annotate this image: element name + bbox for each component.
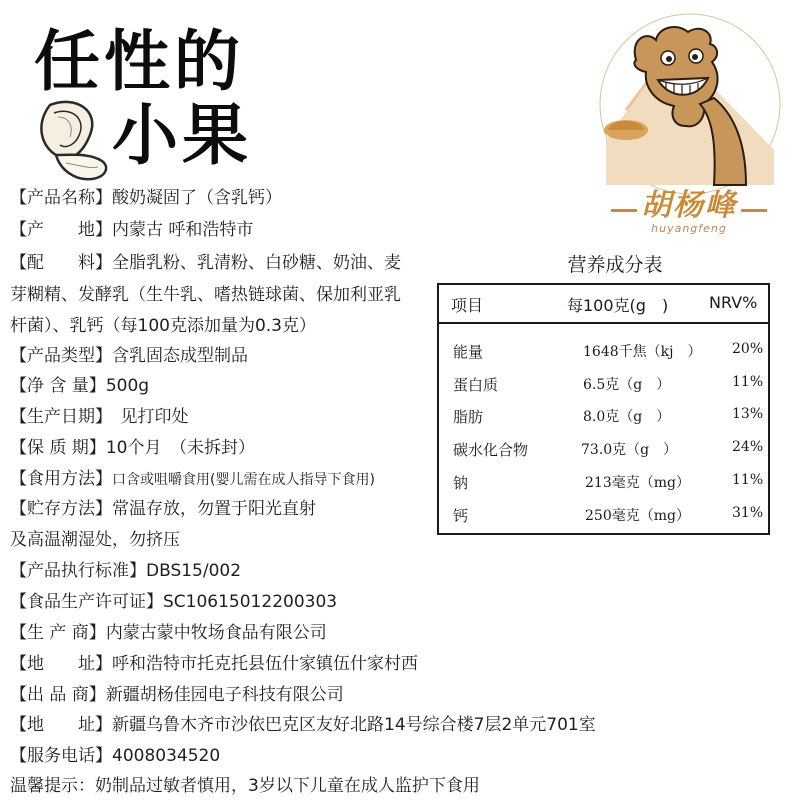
nutrition-row — [439, 372, 768, 396]
info-value: 全脂乳粉、乳清粉、白砂糖、奶油、麦 — [112, 253, 401, 273]
camel-logo-icon — [596, 10, 784, 198]
info-value: 杆菌）、乳钙（每100克添加量为0.3克） — [10, 316, 316, 336]
info-row — [10, 188, 282, 208]
info-value: 芽糊精、发酵乳（生牛乳、嗜热链球菌、保加利亚乳 — [10, 285, 401, 305]
nutrition-item: 蛋白质 — [453, 376, 499, 394]
brand-name-cn: 胡杨峰 — [641, 188, 737, 223]
info-row — [10, 346, 248, 366]
almond-shell-icon — [30, 95, 114, 185]
info-value: 500g — [105, 376, 150, 396]
brand-divider-right — [741, 209, 767, 212]
info-row — [10, 654, 418, 674]
nutrition-nrv: 11% — [732, 374, 764, 390]
nutrition-row — [439, 503, 768, 527]
nutrition-value: 6.5克（g ） — [583, 377, 671, 393]
info-value: 酸奶凝固了（含乳钙） — [112, 188, 282, 208]
info-row — [10, 376, 149, 396]
nutrition-header-nrv: NRV% — [709, 293, 758, 312]
nutrition-value: 1648千焦（kj ） — [583, 344, 702, 360]
info-row — [10, 592, 337, 612]
product-title-line2: 小果 — [112, 97, 252, 174]
nutrition-nrv: 20% — [732, 341, 764, 357]
nutrition-row — [439, 404, 768, 428]
info-label: 【产 地】 — [10, 220, 112, 240]
info-value: 内蒙古蒙中牧场食品有限公司 — [105, 623, 327, 643]
info-row — [10, 715, 596, 735]
nutrition-nrv: 31% — [732, 505, 764, 521]
info-row — [10, 220, 253, 240]
nutrition-title: 营养成分表 — [567, 254, 663, 276]
nutrition-item: 钙 — [453, 507, 469, 525]
info-label: 【产品类型】 — [10, 346, 112, 366]
nutrition-item: 脂肪 — [453, 408, 484, 426]
warning-text: 温馨提示：奶制品过敏者慎用，3岁以下儿童在成人监护下食用 — [10, 776, 480, 796]
info-row — [10, 530, 180, 550]
nutrition-header-row — [439, 285, 768, 324]
info-value: 内蒙古 呼和浩特市 — [112, 220, 254, 240]
info-label: 【保 质 期】 — [10, 438, 106, 458]
nutrition-table — [437, 283, 770, 535]
info-label: 【生产日期】 — [10, 407, 104, 427]
info-value: 口含或咀嚼食用(婴儿需在成人指导下食用) — [112, 472, 375, 488]
info-label: 【地 址】 — [10, 654, 112, 674]
product-title-line1: 任性的 — [34, 23, 244, 100]
warning-note — [10, 776, 480, 796]
nutrition-row — [439, 437, 768, 461]
nutrition-row — [439, 470, 768, 494]
info-value: 10个月 （未拆封） — [105, 438, 255, 458]
nutrition-nrv: 11% — [732, 472, 764, 488]
info-value: 见打印处 — [103, 407, 189, 427]
info-label: 【净 含 量】 — [10, 376, 106, 396]
nutrition-header-per100g: 每100克(g ) — [567, 296, 669, 315]
nutrition-header-item: 项目 — [451, 296, 484, 315]
info-value: 常温存放，勿置于阳光直射 — [112, 499, 316, 519]
info-value: 新疆乌鲁木齐市沙依巴克区友好北路14号综合楼7层2单元701室 — [112, 715, 596, 735]
nutrition-nrv: 13% — [732, 406, 764, 422]
info-value: 呼和浩特市托克托县伍什家镇伍什家村西 — [112, 654, 418, 674]
info-label: 【服务电话】 — [10, 746, 112, 766]
nutrition-value: 8.0克（g ） — [583, 409, 671, 425]
info-label: 【产品执行标准】 — [10, 561, 146, 581]
info-label: 【贮存方法】 — [10, 499, 112, 519]
info-label: 【产品名称】 — [10, 188, 112, 208]
info-value: DBS15/002 — [146, 561, 242, 581]
info-label: 【食品生产许可证】 — [10, 592, 163, 612]
info-row — [10, 316, 316, 336]
nutrition-value: 250毫克（mg） — [585, 508, 690, 524]
info-label: 【出 品 商】 — [10, 685, 106, 705]
info-row — [10, 685, 344, 705]
info-value: 含乳固态成型制品 — [112, 346, 248, 366]
nutrition-value: 73.0克（g ） — [581, 442, 678, 458]
nutrition-item: 碳水化合物 — [453, 441, 529, 459]
brand-block — [604, 180, 774, 235]
brand-name-en: huyangfeng — [651, 222, 727, 235]
nutrition-row — [439, 339, 768, 363]
info-row — [10, 623, 327, 643]
info-label: 【生 产 商】 — [10, 623, 106, 643]
nutrition-nrv: 24% — [732, 439, 764, 455]
info-row — [10, 438, 255, 458]
info-value: 新疆胡杨佳园电子科技有限公司 — [105, 685, 344, 705]
brand-divider-left — [611, 209, 637, 212]
info-label: 【食用方法】 — [10, 469, 112, 489]
info-row — [10, 253, 401, 273]
info-row — [10, 499, 316, 519]
info-value: 及高温潮湿处，勿挤压 — [10, 530, 180, 550]
info-row — [10, 561, 241, 581]
nutrition-value: 213毫克（mg） — [585, 475, 690, 491]
info-value: SC10615012200303 — [163, 592, 338, 612]
info-label: 【地 址】 — [10, 715, 112, 735]
nutrition-item: 能量 — [453, 343, 484, 361]
info-row — [10, 746, 220, 766]
nutrition-item: 钠 — [453, 474, 469, 492]
info-row — [10, 469, 375, 490]
info-value: 4008034520 — [112, 746, 221, 766]
info-label: 【配 料】 — [10, 253, 112, 273]
info-row — [10, 407, 189, 427]
info-row — [10, 285, 401, 305]
